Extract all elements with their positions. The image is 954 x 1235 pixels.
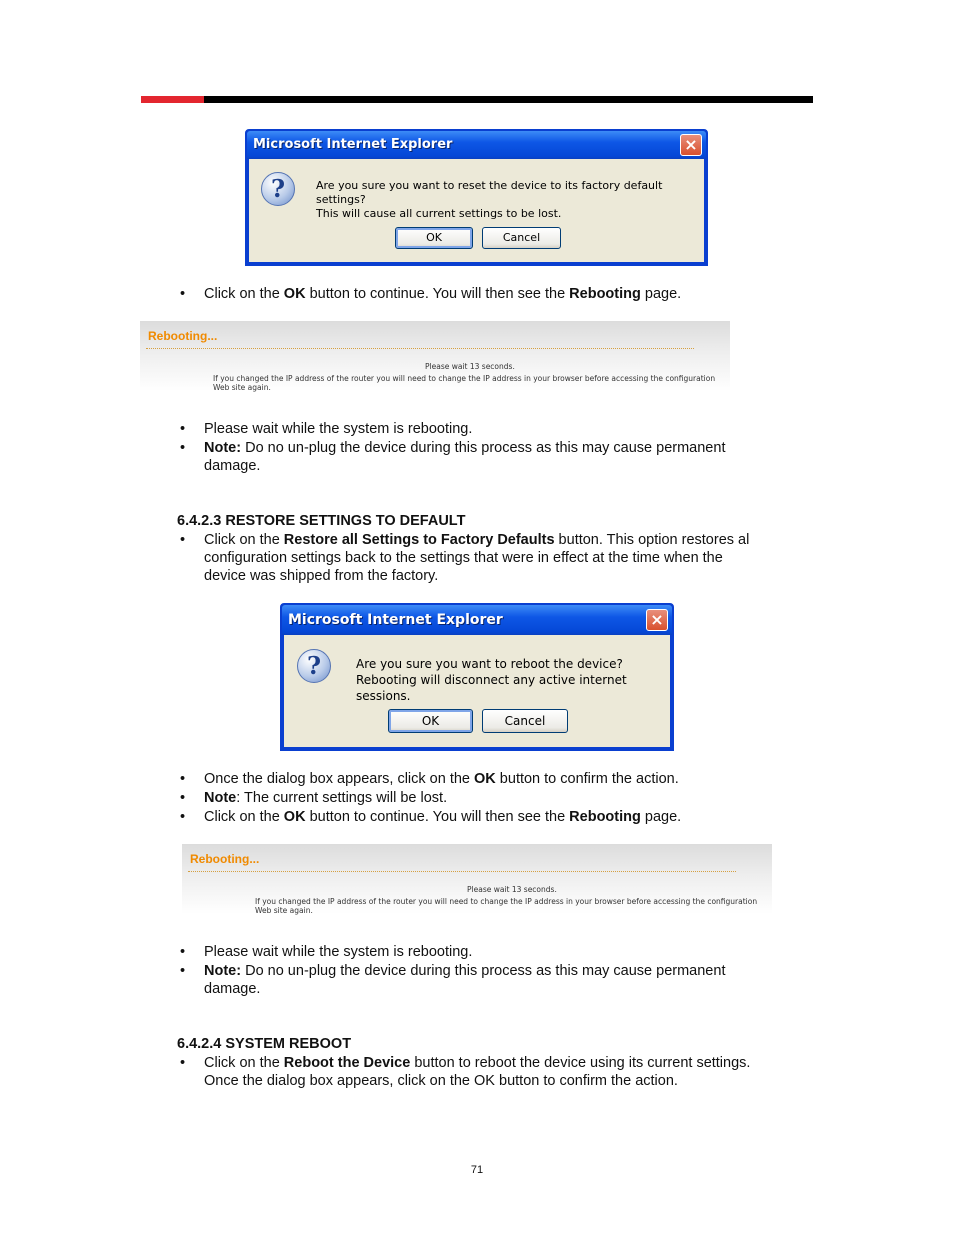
- text-run: : The current settings will be lost.: [236, 790, 448, 806]
- cancel-button[interactable]: Cancel: [482, 227, 561, 249]
- text-run: Do no un-plug the device during this process as this may cause permanent: [241, 440, 726, 456]
- note-line: If you changed the IP address of the router you will need to change the IP address in your browser before accessing the configuration: [213, 374, 716, 383]
- rebooting-panel: [182, 844, 772, 914]
- close-icon[interactable]: ×: [646, 609, 668, 631]
- dialog-title: Microsoft Internet Explorer: [288, 612, 503, 628]
- question-icon: ?: [297, 649, 331, 683]
- dialog-message: [356, 656, 670, 704]
- rebooting-title: Rebooting...: [148, 329, 218, 343]
- list-item-text: [204, 285, 681, 303]
- text-run: Click on the: [204, 809, 284, 825]
- text-run: page.: [640, 286, 682, 302]
- dialog-message-line: Are you sure you want to reset the device to its factory default settings?: [316, 179, 663, 206]
- list-item-text: [204, 962, 725, 980]
- dialog-message-line: Are you sure you want to reboot the device?: [356, 657, 623, 671]
- list-item-text: [204, 808, 681, 826]
- text-run: button to confirm the action.: [495, 771, 679, 787]
- ip-change-note: [213, 374, 715, 392]
- header-rule: [141, 96, 813, 103]
- text-bold: Note:: [204, 963, 242, 979]
- text-run: Click on the: [204, 532, 284, 548]
- list-item-text: configuration settings back to the settings that were in effect at the time when the: [204, 550, 723, 566]
- list-item-text: damage.: [204, 458, 261, 474]
- text-bold: OK: [283, 809, 306, 825]
- text-run: Do no un-plug the device during this process as this may cause permanent: [241, 963, 726, 979]
- text-run: button to continue. You will then see the: [305, 809, 570, 825]
- header-rule-accent: [141, 96, 204, 103]
- text-bold: Rebooting: [569, 809, 641, 825]
- reset-confirm-dialog: [245, 129, 708, 266]
- list-item-text: [204, 439, 725, 457]
- dotted-divider: [188, 871, 736, 872]
- text-bold: Note:: [204, 440, 242, 456]
- dialog-body: [284, 635, 670, 747]
- ip-change-note: [255, 897, 757, 915]
- reboot-confirm-dialog: [280, 603, 674, 751]
- text-bold: Restore all Settings to Factory Defaults: [283, 532, 555, 548]
- bullet: •: [180, 790, 186, 806]
- ok-button[interactable]: OK: [395, 227, 473, 249]
- bullet: •: [180, 532, 186, 548]
- text-run: page.: [640, 809, 682, 825]
- cancel-button[interactable]: Cancel: [482, 709, 568, 733]
- list-item-text: Please wait while the system is rebooting.: [204, 944, 473, 960]
- wait-message: Please wait 13 seconds.: [425, 362, 515, 371]
- bullet: •: [180, 421, 186, 437]
- dialog-body: [249, 159, 704, 262]
- dialog-titlebar: [247, 131, 706, 159]
- list-item-text: Once the dialog box appears, click on the OK button to confirm the action.: [204, 1073, 678, 1089]
- dotted-divider: [146, 348, 694, 349]
- note-line: Web site again.: [213, 383, 271, 392]
- dialog-title: Microsoft Internet Explorer: [253, 137, 453, 152]
- rebooting-title: Rebooting...: [190, 852, 260, 866]
- bullet: •: [180, 1055, 186, 1071]
- dialog-message-line: Rebooting will disconnect any active internet sessions.: [356, 673, 627, 703]
- dialog-message: [316, 179, 704, 221]
- bullet: •: [180, 440, 186, 456]
- text-bold: OK: [474, 771, 496, 787]
- section-heading: 6.4.2.3 RESTORE SETTINGS TO DEFAULT: [177, 513, 466, 529]
- dialog-titlebar: [282, 605, 672, 635]
- wait-message: Please wait 13 seconds.: [467, 885, 557, 894]
- note-line: Web site again.: [255, 906, 313, 915]
- text-bold: Reboot the Device: [283, 1055, 411, 1071]
- text-bold: Rebooting: [569, 286, 641, 302]
- list-item-text: Please wait while the system is rebooting.: [204, 421, 473, 437]
- text-bold: OK: [283, 286, 306, 302]
- rebooting-panel: [140, 321, 730, 391]
- list-item-text: [204, 789, 447, 807]
- text-run: button to reboot the device using its current settings.: [410, 1055, 751, 1071]
- bullet: •: [180, 963, 186, 979]
- question-icon: ?: [261, 172, 295, 206]
- section-heading: 6.4.2.4 SYSTEM REBOOT: [177, 1036, 352, 1052]
- text-run: button to continue. You will then see the: [305, 286, 570, 302]
- bullet: •: [180, 809, 186, 825]
- close-icon[interactable]: ×: [680, 134, 702, 156]
- list-item-text: [204, 531, 749, 549]
- list-item-text: [204, 770, 679, 788]
- list-item-text: damage.: [204, 981, 261, 997]
- dialog-message-line: This will cause all current settings to be lost.: [316, 207, 562, 220]
- text-run: Once the dialog box appears, click on the: [204, 771, 475, 787]
- list-item-text: device was shipped from the factory.: [204, 568, 439, 584]
- bullet: •: [180, 771, 186, 787]
- bullet: •: [180, 944, 186, 960]
- bullet: •: [180, 286, 186, 302]
- text-bold: Note: [204, 790, 237, 806]
- text-run: button. This option restores al: [554, 532, 750, 548]
- note-line: If you changed the IP address of the router you will need to change the IP address in your browser before accessing the configuration: [255, 897, 758, 906]
- ok-button[interactable]: OK: [388, 709, 473, 733]
- text-run: Click on the: [204, 1055, 284, 1071]
- text-run: Click on the: [204, 286, 284, 302]
- list-item-text: [204, 1054, 750, 1072]
- page-number: 71: [470, 1164, 484, 1176]
